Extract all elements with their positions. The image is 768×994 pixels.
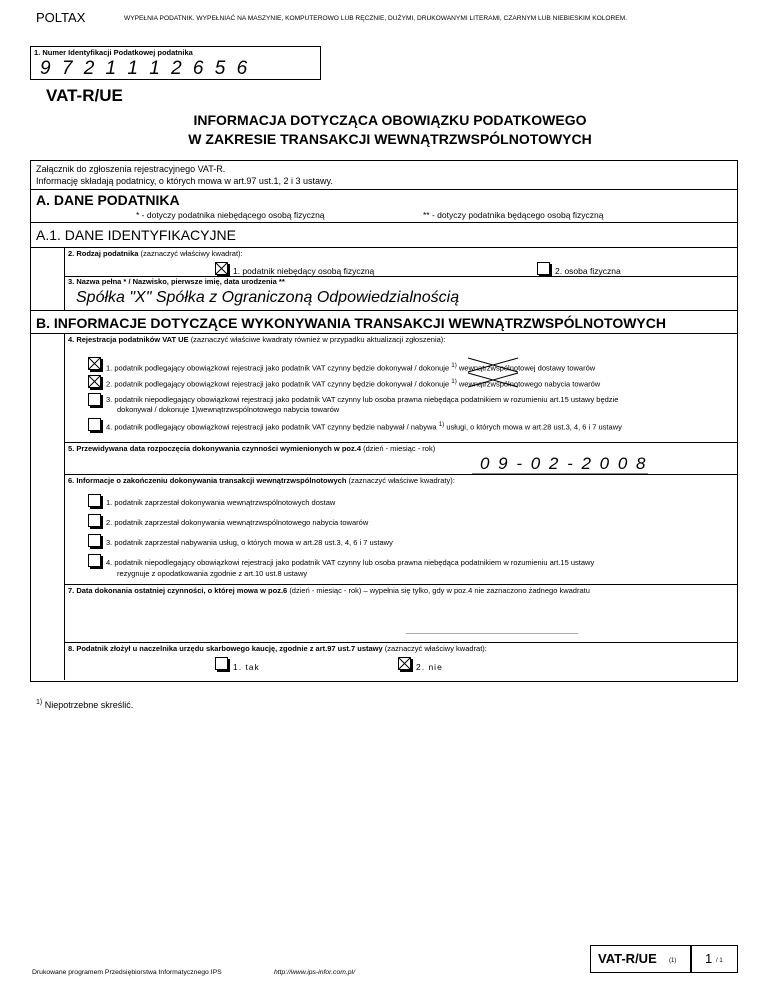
field4-opt4-text-a: 4. podatnik podlegający obowiązkowi rejestracji jako podatnik VAT czynny będzie nabywał / nabywa: [106, 422, 437, 432]
strikethrough-mark: [466, 371, 520, 389]
field5-label: 5. Przewidywana data rozpoczęcia dokonywania czynności wymienionych w poz.4: [68, 444, 361, 453]
field8-opt1-label: 1. tak: [233, 662, 260, 672]
footnote-ref: 1): [451, 378, 457, 385]
field4-opt1-checkbox[interactable]: [88, 357, 101, 370]
footnote-text: Niepotrzebne skreślić.: [44, 700, 134, 710]
field7-date-input[interactable]: [406, 633, 578, 634]
field4-opt4-checkbox[interactable]: [88, 418, 101, 431]
field3-label: 3. Nazwa pełna * / Nazwisko, pierwsze imię, data urodzenia **: [68, 277, 285, 286]
section-a1-title: A.1. DANE IDENTYFIKACYJNE: [36, 227, 236, 243]
footer-page-box: [690, 945, 738, 973]
checked-x-icon: [216, 263, 227, 274]
field4-opt3-checkbox[interactable]: [88, 393, 101, 406]
field4-hint: (zaznaczyć właściwe kwadraty również w przypadku aktualizacji zgłoszenia):: [190, 335, 446, 344]
field8-opt1-checkbox[interactable]: [215, 657, 228, 670]
field6-opt1-label: 1. podatnik zaprzestał dokonywania wewnątrzwspólnotowych dostaw: [106, 498, 336, 507]
footer-page: 1: [705, 951, 713, 966]
field4-opt4-text: [106, 421, 622, 432]
nip-label: 1. Numer Identyfikacji Podatkowej podatnika: [34, 48, 193, 57]
field4-opt1-text: [106, 362, 595, 373]
checked-x-icon: [399, 658, 410, 669]
field4-opt3-line2: dokonywał / dokonuje 1)wewnątrzwspólnotowego nabycia towarów: [117, 405, 340, 414]
field2-label-wrap: [68, 249, 243, 258]
field8-label: 8. Podatnik złożył u naczelnika urzędu skarbowego kaucję, zgodnie z art.97 ust.7 ustawy: [68, 644, 383, 653]
field2-label: 2. Rodzaj podatnika: [68, 249, 139, 258]
form-title-line2: W ZAKRESIE TRANSAKCJI WEWNĄTRZWSPÓLNOTOWYCH: [188, 131, 592, 147]
footer-form-code: VAT-R/UE: [598, 951, 657, 966]
field2-hint: (zaznaczyć właściwy kwadrat):: [140, 249, 243, 258]
field8-hint: (zaznaczyć właściwy kwadrat):: [384, 644, 487, 653]
field6-opt4-line2: rezygnuje z opodatkowania zgodnie z art.10 ust.8 ustawy: [117, 569, 308, 578]
field4-opt2-checkbox[interactable]: [88, 375, 101, 388]
intro-line1: Załącznik do zgłoszenia rejestracyjnego VAT-R.: [36, 164, 226, 174]
field5-hint: (dzień - miesiąc - rok): [363, 444, 436, 453]
header-instructions: WYPEŁNIA PODATNIK. WYPEŁNIAĆ NA MASZYNIE, KOMPUTEROWO LUB RĘCZNIE, DUŻYMI, DRUKOWANYMI LITERAMI, CZARNYM LUB NIEBIESKIM KOLOREM.: [124, 15, 628, 22]
field5-label-wrap: [68, 444, 435, 453]
field6-opt1-checkbox[interactable]: [88, 494, 101, 507]
field4-label-wrap: [68, 335, 445, 344]
field8-opt2-label: 2. nie: [416, 662, 443, 672]
field6-opt2-checkbox[interactable]: [88, 514, 101, 527]
footnote-ref: 1): [438, 421, 445, 428]
note-single-star: * - dotyczy podatnika niebędącego osobą fizyczną: [136, 210, 325, 220]
footer-url[interactable]: http://www.ips-infor.com.pl/: [274, 969, 355, 976]
field7-label: 7. Data dokonania ostatniej czynności, o której mowa w poz.6: [68, 586, 288, 595]
field7-label-wrap: [68, 586, 590, 595]
nip-value[interactable]: 9 7 2 1 1 1 2 6 5 6: [40, 58, 251, 79]
field7-hint: (dzień - miesiąc - rok) – wypełnia się tylko, gdy w poz.4 nie zaznaczono żadnego kwadratu: [289, 586, 590, 595]
field6-hint: (zaznaczyć właściwe kwadraty):: [348, 476, 455, 485]
footnote-ref: 1): [451, 362, 457, 369]
footer-form-code-box: [590, 945, 692, 973]
field8-opt2-checkbox[interactable]: [398, 657, 411, 670]
brand: POLTAX: [36, 10, 86, 25]
section-b-title: B. INFORMACJE DOTYCZĄCE WYKONYWANIA TRANSAKCJI WEWNĄTRZWSPÓLNOTOWYCH: [36, 315, 666, 331]
footer-pages: / 1: [716, 958, 723, 964]
field4-opt2-text-b: wewnątrzwspólnotowego nabycia towarów: [458, 379, 601, 389]
field4-opt1-text-b: wewnątrzwspólnotowej dostawy towarów: [458, 363, 596, 373]
field5-date-value[interactable]: 0 9 - 0 2 - 2 0 0 8: [480, 454, 648, 473]
field2-opt2-checkbox[interactable]: [537, 262, 550, 275]
intro-line2: Informację składają podatnicy, o których mowa w art.97 ust.1, 2 i 3 ustawy.: [36, 176, 333, 186]
form-title-line1: INFORMACJA DOTYCZĄCA OBOWIĄZKU PODATKOWEGO: [193, 112, 587, 128]
note-double-star: ** - dotyczy podatnika będącego osobą fizyczną: [423, 210, 604, 220]
field4-opt4-text-b: usługi, o których mowa w art.28 ust.3, 4, 6 i 7 ustawy: [446, 422, 622, 432]
checked-x-icon: [89, 358, 100, 369]
field6-label: 6. Informacje o zakończeniu dokonywania transakcji wewnątrzwspólnotowych: [68, 476, 347, 485]
footer-form-version: (1): [669, 958, 677, 964]
field6-opt3-checkbox[interactable]: [88, 534, 101, 547]
footnote-mark: 1): [36, 699, 43, 706]
field6-opt3-label: 3. podatnik zaprzestał nabywania usług, o których mowa w art.28 ust.3, 4, 6 i 7 ustawy: [106, 538, 393, 547]
field4-opt2-text: [106, 378, 600, 389]
field8-label-wrap: [68, 644, 487, 653]
field6-opt4-checkbox[interactable]: [88, 554, 101, 567]
field3-value[interactable]: Spółka "X" Spółka z Ograniczoną Odpowiedzialnością: [76, 289, 460, 306]
field4-opt2-text-a: 2. podatnik podlegający obowiązkowi rejestracji jako podatnik VAT czynny będzie dokonywał / dokonuje: [106, 379, 450, 389]
field2-opt1-checkbox[interactable]: [215, 262, 228, 275]
field4-label: 4. Rejestracja podatników VAT UE: [68, 335, 189, 344]
nip-box: [30, 46, 321, 80]
section-a-title: A. DANE PODATNIKA: [36, 192, 180, 208]
field6-opt2-label: 2. podatnik zaprzestał dokonywania wewnątrzwspólnotowego nabycia towarów: [106, 518, 369, 527]
field2-opt2-label: 2. osoba fizyczna: [555, 266, 621, 276]
field6-opt4-line1: 4. podatnik niepodlegający obowiązkowi rejestracji jako podatnik VAT czynny lub osoba prawna niebędąca podatnikiem w rozumieniu art.15 ustawy: [106, 558, 595, 567]
printed-by: Drukowane programem Przedsiębiorstwa Informatycznego IPS: [32, 969, 222, 976]
field2-opt1-label: 1. podatnik niebędący osobą fizyczną: [233, 266, 375, 276]
checked-x-icon: [89, 376, 100, 387]
footnote: [36, 699, 133, 710]
field4-opt3-line1: 3. podatnik niepodlegający obowiązkowi rejestracji jako podatnik VAT czynny lub osoba prawna niebędąca podatnikiem w rozumieniu art.15 ustawy będzie: [106, 395, 619, 404]
field4-opt1-text-a: 1. podatnik podlegający obowiązkowi rejestracji jako podatnik VAT czynny będzie dokonywał / dokonuje: [106, 363, 450, 373]
field6-label-wrap: [68, 476, 455, 485]
form-code: VAT-R/UE: [46, 86, 123, 105]
